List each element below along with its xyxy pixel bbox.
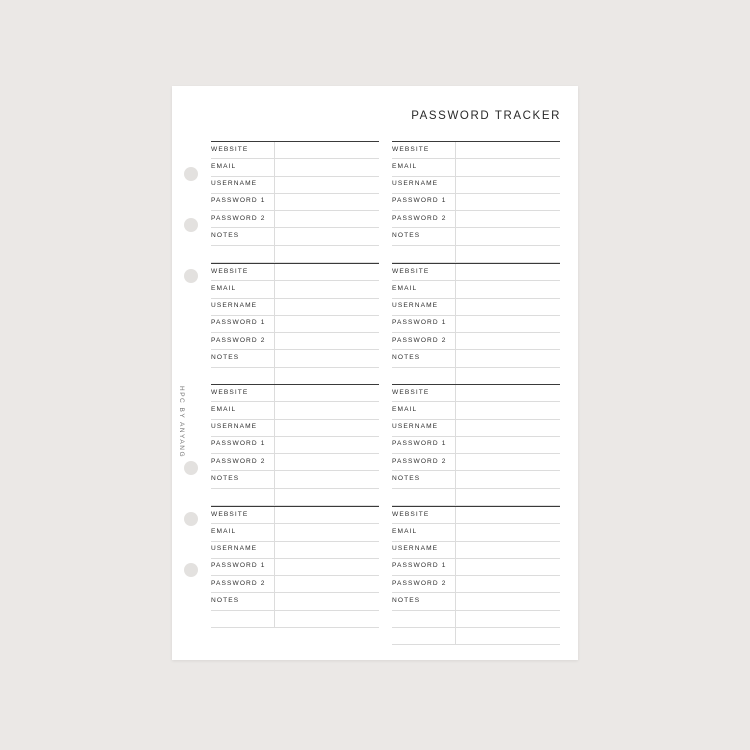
entry-row [211,437,379,454]
column-divider [274,333,275,350]
entry-row [211,593,379,610]
field-label: NOTES [392,596,421,604]
field-label: PASSWORD 1 [211,197,266,205]
column-divider [274,524,275,541]
punch-hole [184,269,198,283]
entry-row [392,507,560,524]
field-label: WEBSITE [392,267,430,275]
column-divider [274,559,275,576]
column-divider [274,454,275,471]
field-label: NOTES [211,353,240,361]
password-entry-block [392,384,560,506]
entry-row [392,316,560,333]
column-divider [455,611,456,628]
column-divider [455,385,456,402]
entry-row [392,142,560,159]
column-divider [455,194,456,211]
punch-hole [184,512,198,526]
entry-row [392,628,560,645]
column-divider [455,524,456,541]
field-label: EMAIL [211,162,237,170]
field-label: NOTES [211,596,240,604]
field-label: PASSWORD 2 [211,336,266,344]
entry-row [392,454,560,471]
entry-row [392,246,560,263]
entry-row [211,177,379,194]
column-divider [274,350,275,367]
entry-row [392,542,560,559]
password-entry-block [211,384,379,506]
column-divider [455,333,456,350]
column-divider [274,246,275,263]
column-divider [455,628,456,645]
column-divider [274,611,275,628]
field-label: PASSWORD 2 [392,336,447,344]
column-divider [455,559,456,576]
field-label: PASSWORD 1 [211,319,266,327]
entry-row [392,471,560,488]
field-label: PASSWORD 2 [392,457,447,465]
column-divider [455,420,456,437]
field-label: WEBSITE [211,388,249,396]
entry-row [392,281,560,298]
entry-row [211,542,379,559]
field-label: WEBSITE [392,388,430,396]
field-label: USERNAME [211,545,258,553]
column-divider [455,264,456,281]
entry-row [392,264,560,281]
column-divider [274,385,275,402]
entry-row [392,524,560,541]
column-divider [455,437,456,454]
column-divider [274,211,275,228]
entry-row [211,471,379,488]
entry-row [392,593,560,610]
entry-row [211,420,379,437]
column-divider [274,228,275,245]
entry-row [392,333,560,350]
column-divider [274,402,275,419]
entry-row [392,194,560,211]
column-divider [455,246,456,263]
field-label: EMAIL [392,405,418,413]
entry-row [211,507,379,524]
field-label: PASSWORD 1 [211,440,266,448]
field-label: EMAIL [211,527,237,535]
column-divider [274,420,275,437]
column-divider [455,368,456,385]
entry-row [392,299,560,316]
column-divider [455,211,456,228]
column-divider [274,142,275,159]
column-divider [274,507,275,524]
column-divider [455,454,456,471]
planner-sheet [172,86,578,660]
column-divider [274,368,275,385]
entry-row [211,281,379,298]
column-divider [274,264,275,281]
column-divider [455,281,456,298]
column-divider [455,542,456,559]
field-label: USERNAME [392,302,439,310]
column-divider [274,437,275,454]
entry-row [211,228,379,245]
field-label: EMAIL [392,284,418,292]
column-divider [455,402,456,419]
column-divider [455,507,456,524]
entry-row [211,264,379,281]
column-divider [274,576,275,593]
entry-row [211,246,379,263]
column-divider [274,542,275,559]
entry-row [211,524,379,541]
entry-row [211,489,379,506]
page-title: PASSWORD TRACKER [411,110,561,122]
field-label: NOTES [392,231,421,239]
field-label: USERNAME [392,423,439,431]
field-label: NOTES [211,474,240,482]
entry-row [392,437,560,454]
entry-row [392,420,560,437]
entry-row [211,299,379,316]
column-divider [455,350,456,367]
entry-row [392,489,560,506]
column-divider [274,489,275,506]
field-label: PASSWORD 2 [211,214,266,222]
entry-row [211,576,379,593]
entry-row [211,454,379,471]
entry-row [211,333,379,350]
column-divider [274,281,275,298]
column-divider [455,316,456,333]
entry-row [211,211,379,228]
punch-hole [184,461,198,475]
column-divider [455,593,456,610]
entry-row [211,350,379,367]
column-divider [274,471,275,488]
password-entry-block [392,141,560,263]
column-divider [455,177,456,194]
column-divider [274,299,275,316]
field-label: NOTES [392,474,421,482]
field-label: EMAIL [211,405,237,413]
entry-row [211,559,379,576]
column-divider [455,228,456,245]
field-label: USERNAME [211,423,258,431]
entry-row [211,142,379,159]
password-entry-block [211,506,379,628]
punch-hole [184,563,198,577]
field-label: USERNAME [211,180,258,188]
brand-mark: HPC BY ANYANG [178,386,185,458]
entry-row [392,402,560,419]
punch-hole [184,167,198,181]
entry-row [392,350,560,367]
password-entry-block [211,141,379,263]
field-label: EMAIL [392,162,418,170]
entry-row [392,576,560,593]
entry-row [211,368,379,385]
column-divider [274,316,275,333]
field-label: USERNAME [211,302,258,310]
password-entry-block [392,263,560,385]
field-label: USERNAME [392,180,439,188]
column-divider [455,471,456,488]
field-label: PASSWORD 1 [392,197,447,205]
entry-row [392,159,560,176]
column-divider [455,489,456,506]
entry-row [211,402,379,419]
entry-row [392,211,560,228]
column-divider [274,177,275,194]
field-label: WEBSITE [392,145,430,153]
entry-row [211,159,379,176]
field-label: PASSWORD 1 [392,319,447,327]
field-label: PASSWORD 2 [211,457,266,465]
entry-row [211,316,379,333]
column-divider [455,159,456,176]
field-label: EMAIL [392,527,418,535]
field-label: NOTES [211,231,240,239]
column-divider [455,576,456,593]
column-divider [274,159,275,176]
field-label: PASSWORD 1 [211,562,266,570]
entry-row [392,177,560,194]
field-label: USERNAME [392,545,439,553]
column-divider [274,593,275,610]
entry-row [211,194,379,211]
field-label: PASSWORD 2 [392,214,447,222]
field-label: PASSWORD 2 [211,579,266,587]
entry-row [211,385,379,402]
entry-row [392,611,560,628]
field-label: PASSWORD 1 [392,440,447,448]
field-label: PASSWORD 1 [392,562,447,570]
column-divider [455,299,456,316]
password-entry-block [211,263,379,385]
punch-hole [184,218,198,232]
entry-row [392,559,560,576]
field-label: WEBSITE [211,267,249,275]
field-label: WEBSITE [211,145,249,153]
field-label: WEBSITE [392,510,430,518]
entry-row [392,368,560,385]
entry-row [211,611,379,628]
field-label: WEBSITE [211,510,249,518]
column-divider [455,142,456,159]
field-label: PASSWORD 2 [392,579,447,587]
password-entry-block [392,506,560,645]
column-divider [274,194,275,211]
entry-row [392,385,560,402]
entry-row [392,228,560,245]
field-label: NOTES [392,353,421,361]
field-label: EMAIL [211,284,237,292]
